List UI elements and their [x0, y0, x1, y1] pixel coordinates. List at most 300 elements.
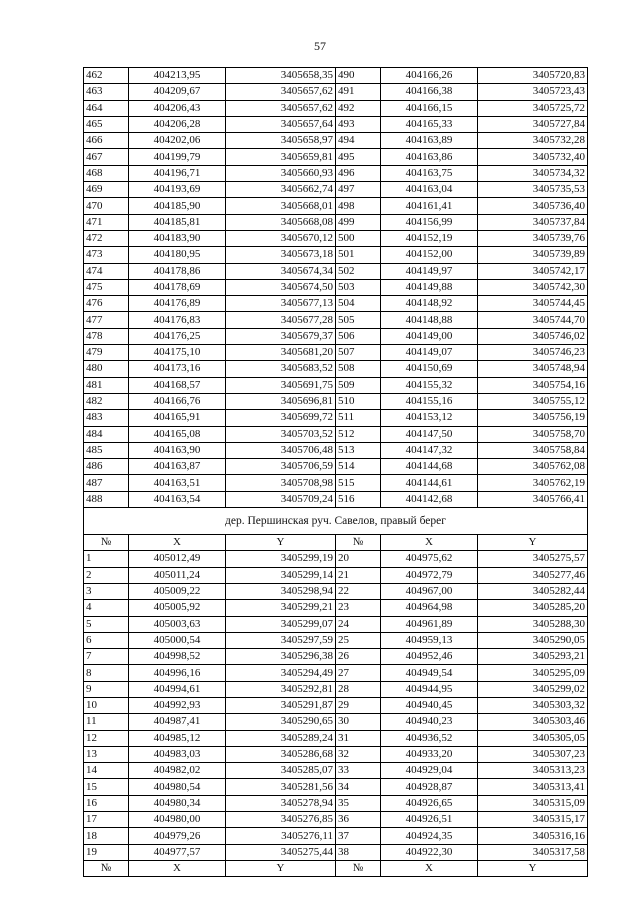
coord-y: 3405299,02 — [478, 681, 588, 697]
coord-x: 404180,95 — [129, 247, 226, 263]
coord-x: 404992,93 — [129, 697, 226, 713]
coord-y: 3405286,68 — [226, 746, 336, 762]
coord-y: 3405732,40 — [478, 149, 588, 165]
point-number: 500 — [336, 230, 381, 246]
table-row — [84, 279, 588, 295]
point-number: 463 — [84, 84, 129, 100]
point-number: 24 — [336, 616, 381, 632]
point-number: 481 — [84, 377, 129, 393]
coord-x: 404980,54 — [129, 779, 226, 795]
coord-y: 3405725,72 — [478, 100, 588, 116]
coord-y: 3405668,01 — [226, 198, 336, 214]
coord-y: 3405736,40 — [478, 198, 588, 214]
point-number: 512 — [336, 426, 381, 442]
coord-x: 404161,41 — [381, 198, 478, 214]
table-row — [84, 410, 588, 426]
coord-y: 3405316,16 — [478, 828, 588, 844]
point-number: 515 — [336, 475, 381, 491]
point-number: 468 — [84, 165, 129, 181]
coord-x: 404213,95 — [129, 68, 226, 84]
point-number: 18 — [84, 828, 129, 844]
point-number: 8 — [84, 665, 129, 681]
coord-x: 404944,95 — [381, 681, 478, 697]
coord-y: 3405317,58 — [478, 844, 588, 860]
point-number: 485 — [84, 442, 129, 458]
table-row — [84, 812, 588, 828]
coord-x: 404206,28 — [129, 116, 226, 132]
coord-x: 404987,41 — [129, 714, 226, 730]
coord-x: 404147,50 — [381, 426, 478, 442]
header-y: Y — [226, 535, 336, 551]
coord-x: 404196,71 — [129, 165, 226, 181]
table-row — [84, 763, 588, 779]
point-number: 502 — [336, 263, 381, 279]
coord-x: 404148,92 — [381, 296, 478, 312]
table-row — [84, 491, 588, 507]
coord-y: 3405313,41 — [478, 779, 588, 795]
coord-x: 404149,07 — [381, 345, 478, 361]
coord-x: 404926,65 — [381, 795, 478, 811]
point-number: 508 — [336, 361, 381, 377]
point-number: 495 — [336, 149, 381, 165]
coord-x: 404983,03 — [129, 746, 226, 762]
header-y: Y — [478, 860, 588, 876]
coord-x: 404926,51 — [381, 812, 478, 828]
coord-x: 404202,06 — [129, 133, 226, 149]
coord-y: 3405299,19 — [226, 551, 336, 567]
coord-x: 404994,61 — [129, 681, 226, 697]
coord-x: 404964,98 — [381, 600, 478, 616]
table-row — [84, 230, 588, 246]
point-number: 5 — [84, 616, 129, 632]
coord-x: 404940,23 — [381, 714, 478, 730]
coord-y: 3405737,84 — [478, 214, 588, 230]
table-row — [84, 68, 588, 84]
coord-x: 404176,83 — [129, 312, 226, 328]
point-number: 507 — [336, 345, 381, 361]
coord-y: 3405756,19 — [478, 410, 588, 426]
coord-y: 3405281,56 — [226, 779, 336, 795]
coord-x: 404185,81 — [129, 214, 226, 230]
coord-x: 404178,86 — [129, 263, 226, 279]
point-number: 3 — [84, 583, 129, 599]
table-row — [84, 247, 588, 263]
point-number: 497 — [336, 182, 381, 198]
point-number: 504 — [336, 296, 381, 312]
coord-y: 3405658,35 — [226, 68, 336, 84]
table-row — [84, 393, 588, 409]
point-number: 33 — [336, 763, 381, 779]
coord-y: 3405677,28 — [226, 312, 336, 328]
header-number: № — [84, 535, 129, 551]
point-number: 467 — [84, 149, 129, 165]
point-number: 28 — [336, 681, 381, 697]
point-number: 476 — [84, 296, 129, 312]
table-row — [84, 116, 588, 132]
coord-y: 3405739,89 — [478, 247, 588, 263]
header-row-bottom — [84, 860, 588, 876]
point-number: 465 — [84, 116, 129, 132]
point-number: 17 — [84, 812, 129, 828]
coord-x: 405003,63 — [129, 616, 226, 632]
table-row — [84, 475, 588, 491]
point-number: 496 — [336, 165, 381, 181]
point-number: 474 — [84, 263, 129, 279]
point-number: 15 — [84, 779, 129, 795]
coord-x: 404163,86 — [381, 149, 478, 165]
coord-x: 404176,25 — [129, 328, 226, 344]
coord-y: 3405299,14 — [226, 567, 336, 583]
coord-x: 404168,57 — [129, 377, 226, 393]
point-number: 491 — [336, 84, 381, 100]
coord-y: 3405291,87 — [226, 697, 336, 713]
coord-x: 404149,88 — [381, 279, 478, 295]
coord-y: 3405732,28 — [478, 133, 588, 149]
coord-y: 3405677,13 — [226, 296, 336, 312]
point-number: 25 — [336, 632, 381, 648]
table-row — [84, 165, 588, 181]
coord-y: 3405696,81 — [226, 393, 336, 409]
coord-x: 404998,52 — [129, 649, 226, 665]
point-number: 478 — [84, 328, 129, 344]
coord-x: 404985,12 — [129, 730, 226, 746]
coord-x: 404199,79 — [129, 149, 226, 165]
coord-x: 404163,54 — [129, 491, 226, 507]
coord-y: 3405305,05 — [478, 730, 588, 746]
point-number: 7 — [84, 649, 129, 665]
point-number: 1 — [84, 551, 129, 567]
coord-y: 3405762,08 — [478, 459, 588, 475]
coord-y: 3405299,07 — [226, 616, 336, 632]
point-number: 484 — [84, 426, 129, 442]
point-number: 464 — [84, 100, 129, 116]
coord-y: 3405723,43 — [478, 84, 588, 100]
coord-y: 3405659,81 — [226, 149, 336, 165]
coord-x: 404148,88 — [381, 312, 478, 328]
point-number: 516 — [336, 491, 381, 507]
coord-y: 3405720,83 — [478, 68, 588, 84]
table-row — [84, 779, 588, 795]
coord-y: 3405303,32 — [478, 697, 588, 713]
table-row — [84, 84, 588, 100]
point-number: 16 — [84, 795, 129, 811]
coord-x: 404967,00 — [381, 583, 478, 599]
table-row — [84, 426, 588, 442]
coord-x: 404928,87 — [381, 779, 478, 795]
coord-y: 3405296,38 — [226, 649, 336, 665]
point-number: 490 — [336, 68, 381, 84]
point-number: 492 — [336, 100, 381, 116]
point-number: 482 — [84, 393, 129, 409]
section-row — [84, 508, 588, 535]
table-row — [84, 714, 588, 730]
point-number: 511 — [336, 410, 381, 426]
point-number: 501 — [336, 247, 381, 263]
coord-x: 404980,00 — [129, 812, 226, 828]
point-number: 509 — [336, 377, 381, 393]
coord-y: 3405674,34 — [226, 263, 336, 279]
header-y: Y — [226, 860, 336, 876]
coord-x: 404149,97 — [381, 263, 478, 279]
coord-y: 3405762,19 — [478, 475, 588, 491]
point-number: 32 — [336, 746, 381, 762]
point-number: 11 — [84, 714, 129, 730]
coord-y: 3405679,37 — [226, 328, 336, 344]
point-number: 37 — [336, 828, 381, 844]
coord-x: 404155,32 — [381, 377, 478, 393]
coord-y: 3405282,44 — [478, 583, 588, 599]
coord-y: 3405691,75 — [226, 377, 336, 393]
coord-x: 404163,90 — [129, 442, 226, 458]
coord-y: 3405307,23 — [478, 746, 588, 762]
point-number: 470 — [84, 198, 129, 214]
coord-y: 3405657,62 — [226, 84, 336, 100]
coord-x: 404163,04 — [381, 182, 478, 198]
coord-x: 404163,51 — [129, 475, 226, 491]
point-number: 35 — [336, 795, 381, 811]
coord-x: 404149,00 — [381, 328, 478, 344]
table-row — [84, 551, 588, 567]
table-row — [84, 583, 588, 599]
point-number: 13 — [84, 746, 129, 762]
coord-x: 404209,67 — [129, 84, 226, 100]
header-x: X — [381, 860, 478, 876]
point-number: 498 — [336, 198, 381, 214]
coord-x: 404929,04 — [381, 763, 478, 779]
point-number: 488 — [84, 491, 129, 507]
table-row — [84, 632, 588, 648]
coord-x: 404980,34 — [129, 795, 226, 811]
point-number: 473 — [84, 247, 129, 263]
coord-y: 3405683,52 — [226, 361, 336, 377]
table-row — [84, 442, 588, 458]
section-title: дер. Першинская руч. Савелов, правый берег — [84, 508, 588, 535]
coord-y: 3405276,11 — [226, 828, 336, 844]
point-number: 480 — [84, 361, 129, 377]
table-row — [84, 361, 588, 377]
coord-y: 3405657,62 — [226, 100, 336, 116]
table-row — [84, 198, 588, 214]
header-number: № — [84, 860, 129, 876]
coord-y: 3405742,30 — [478, 279, 588, 295]
coord-y: 3405674,50 — [226, 279, 336, 295]
coord-x: 404163,75 — [381, 165, 478, 181]
coord-y: 3405758,70 — [478, 426, 588, 442]
point-number: 479 — [84, 345, 129, 361]
coord-y: 3405657,64 — [226, 116, 336, 132]
point-number: 34 — [336, 779, 381, 795]
coord-y: 3405670,12 — [226, 230, 336, 246]
coord-y: 3405746,02 — [478, 328, 588, 344]
coord-y: 3405276,85 — [226, 812, 336, 828]
coord-x: 404936,52 — [381, 730, 478, 746]
coord-x: 405012,49 — [129, 551, 226, 567]
table-row — [84, 182, 588, 198]
header-y: Y — [478, 535, 588, 551]
point-number: 469 — [84, 182, 129, 198]
coord-y: 3405734,32 — [478, 165, 588, 181]
point-number: 506 — [336, 328, 381, 344]
point-number: 29 — [336, 697, 381, 713]
table-row — [84, 296, 588, 312]
point-number: 510 — [336, 393, 381, 409]
table-row — [84, 100, 588, 116]
table-row — [84, 263, 588, 279]
coord-y: 3405673,18 — [226, 247, 336, 263]
point-number: 493 — [336, 116, 381, 132]
coord-x: 404183,90 — [129, 230, 226, 246]
coord-x: 404949,54 — [381, 665, 478, 681]
point-number: 19 — [84, 844, 129, 860]
coord-x: 404155,16 — [381, 393, 478, 409]
point-number: 503 — [336, 279, 381, 295]
point-number: 462 — [84, 68, 129, 84]
point-number: 483 — [84, 410, 129, 426]
header-number: № — [336, 535, 381, 551]
coord-y: 3405668,08 — [226, 214, 336, 230]
coord-y: 3405746,23 — [478, 345, 588, 361]
point-number: 4 — [84, 600, 129, 616]
table-row — [84, 312, 588, 328]
coordinates-block-2 — [84, 551, 588, 861]
coord-x: 404147,32 — [381, 442, 478, 458]
coord-y: 3405290,05 — [478, 632, 588, 648]
table-row — [84, 697, 588, 713]
coord-x: 404961,89 — [381, 616, 478, 632]
point-number: 472 — [84, 230, 129, 246]
point-number: 2 — [84, 567, 129, 583]
coord-x: 404922,30 — [381, 844, 478, 860]
coord-x: 404163,89 — [381, 133, 478, 149]
table-row — [84, 345, 588, 361]
point-number: 14 — [84, 763, 129, 779]
coord-x: 404144,68 — [381, 459, 478, 475]
page-number: 57 — [314, 39, 326, 53]
coord-y: 3405758,84 — [478, 442, 588, 458]
point-number: 487 — [84, 475, 129, 491]
coord-y: 3405313,23 — [478, 763, 588, 779]
coord-y: 3405755,12 — [478, 393, 588, 409]
coord-y: 3405742,17 — [478, 263, 588, 279]
coord-y: 3405285,07 — [226, 763, 336, 779]
coord-y: 3405295,09 — [478, 665, 588, 681]
coord-x: 404982,02 — [129, 763, 226, 779]
coord-y: 3405293,21 — [478, 649, 588, 665]
coord-x: 404176,89 — [129, 296, 226, 312]
coord-y: 3405662,74 — [226, 182, 336, 198]
coord-y: 3405681,20 — [226, 345, 336, 361]
coord-x: 404153,12 — [381, 410, 478, 426]
coord-x: 404163,87 — [129, 459, 226, 475]
header-x: X — [129, 535, 226, 551]
table-row — [84, 567, 588, 583]
coord-x: 404979,26 — [129, 828, 226, 844]
table-row — [84, 133, 588, 149]
coord-x: 404206,43 — [129, 100, 226, 116]
coord-y: 3405703,52 — [226, 426, 336, 442]
coord-x: 404165,33 — [381, 116, 478, 132]
table-row — [84, 459, 588, 475]
point-number: 477 — [84, 312, 129, 328]
point-number: 26 — [336, 649, 381, 665]
point-number: 12 — [84, 730, 129, 746]
point-number: 31 — [336, 730, 381, 746]
coord-y: 3405303,46 — [478, 714, 588, 730]
coord-x: 404142,68 — [381, 491, 478, 507]
table-row — [84, 844, 588, 860]
coord-y: 3405699,72 — [226, 410, 336, 426]
coord-x: 404178,69 — [129, 279, 226, 295]
coord-x: 405009,22 — [129, 583, 226, 599]
point-number: 20 — [336, 551, 381, 567]
coord-y: 3405294,49 — [226, 665, 336, 681]
coord-y: 3405658,97 — [226, 133, 336, 149]
coord-x: 404150,69 — [381, 361, 478, 377]
coord-x: 404152,19 — [381, 230, 478, 246]
coord-y: 3405315,17 — [478, 812, 588, 828]
table-row — [84, 649, 588, 665]
point-number: 505 — [336, 312, 381, 328]
coord-x: 404166,38 — [381, 84, 478, 100]
coord-x: 404933,20 — [381, 746, 478, 762]
point-number: 499 — [336, 214, 381, 230]
coord-x: 404152,00 — [381, 247, 478, 263]
table-row — [84, 149, 588, 165]
coord-y: 3405744,70 — [478, 312, 588, 328]
point-number: 514 — [336, 459, 381, 475]
coord-y: 3405298,94 — [226, 583, 336, 599]
coord-x: 404144,61 — [381, 475, 478, 491]
coord-x: 404165,08 — [129, 426, 226, 442]
coord-y: 3405288,30 — [478, 616, 588, 632]
point-number: 513 — [336, 442, 381, 458]
table-row — [84, 600, 588, 616]
coord-x: 405011,24 — [129, 567, 226, 583]
coord-y: 3405277,46 — [478, 567, 588, 583]
coord-x: 404165,91 — [129, 410, 226, 426]
coord-y: 3405285,20 — [478, 600, 588, 616]
coord-x: 404952,46 — [381, 649, 478, 665]
header-row-top — [84, 535, 588, 551]
coord-y: 3405709,24 — [226, 491, 336, 507]
coord-x: 404166,26 — [381, 68, 478, 84]
point-number: 6 — [84, 632, 129, 648]
coord-y: 3405744,45 — [478, 296, 588, 312]
point-number: 486 — [84, 459, 129, 475]
coord-y: 3405275,57 — [478, 551, 588, 567]
coord-y: 3405292,81 — [226, 681, 336, 697]
point-number: 466 — [84, 133, 129, 149]
coord-y: 3405708,98 — [226, 475, 336, 491]
coord-x: 404156,99 — [381, 214, 478, 230]
coord-x: 405005,92 — [129, 600, 226, 616]
coord-x: 404972,79 — [381, 567, 478, 583]
coord-x: 404977,57 — [129, 844, 226, 860]
point-number: 471 — [84, 214, 129, 230]
header-number: № — [336, 860, 381, 876]
table-row — [84, 214, 588, 230]
coord-y: 3405290,65 — [226, 714, 336, 730]
point-number: 38 — [336, 844, 381, 860]
point-number: 27 — [336, 665, 381, 681]
coord-x: 404975,62 — [381, 551, 478, 567]
coord-y: 3405297,59 — [226, 632, 336, 648]
coord-y: 3405660,93 — [226, 165, 336, 181]
table-row — [84, 328, 588, 344]
table-row — [84, 730, 588, 746]
coord-y: 3405278,94 — [226, 795, 336, 811]
section-caption-group — [84, 508, 588, 551]
